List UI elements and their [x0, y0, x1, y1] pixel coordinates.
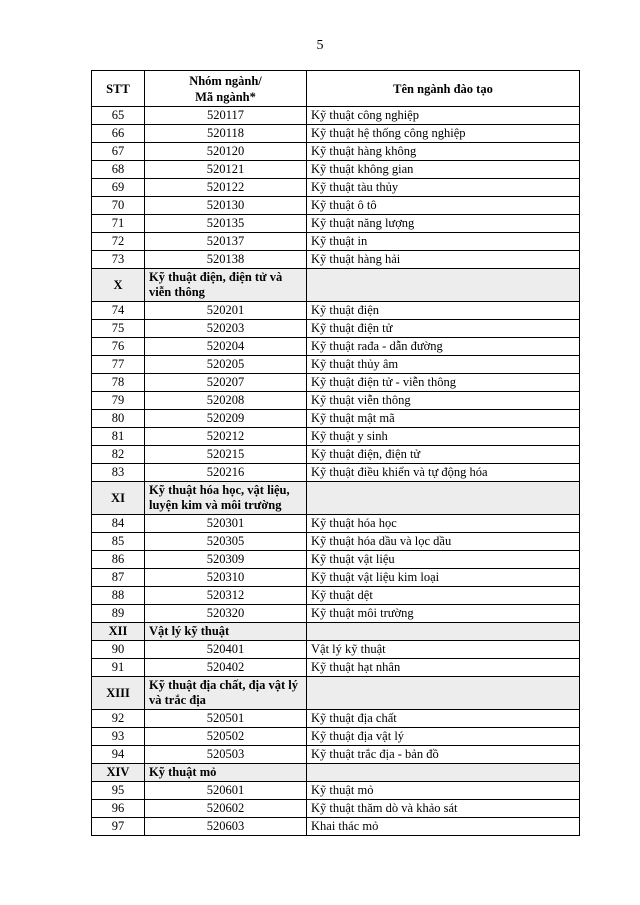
- table-row: [92, 374, 580, 392]
- group-numeral: XIV: [92, 764, 145, 782]
- header-group-code: [145, 71, 307, 107]
- row-major-code: 520205: [145, 356, 307, 374]
- row-major-code: 520402: [145, 659, 307, 677]
- row-major-name: Kỹ thuật vật liệu: [307, 551, 580, 569]
- group-numeral: XIII: [92, 677, 145, 710]
- table-row: [92, 464, 580, 482]
- table-row: [92, 428, 580, 446]
- row-major-code: 520137: [145, 233, 307, 251]
- row-stt: 91: [92, 659, 145, 677]
- row-major-name: Kỹ thuật dệt: [307, 587, 580, 605]
- row-major-name: Kỹ thuật địa chất: [307, 710, 580, 728]
- row-major-name: Kỹ thuật tàu thủy: [307, 179, 580, 197]
- table-row: [92, 728, 580, 746]
- row-major-name: Kỹ thuật rađa - dẫn đường: [307, 338, 580, 356]
- row-stt: 97: [92, 818, 145, 836]
- row-stt: 67: [92, 143, 145, 161]
- row-stt: 81: [92, 428, 145, 446]
- page-number: 5: [316, 38, 324, 53]
- row-major-name: Kỹ thuật hóa học: [307, 515, 580, 533]
- training-major-table: [91, 70, 580, 836]
- row-major-code: 520320: [145, 605, 307, 623]
- row-major-code: 520216: [145, 464, 307, 482]
- row-major-name: Kỹ thuật ô tô: [307, 197, 580, 215]
- row-major-code: 520309: [145, 551, 307, 569]
- row-major-code: 520503: [145, 746, 307, 764]
- row-major-name: Kỹ thuật công nghiệp: [307, 107, 580, 125]
- row-major-code: 520203: [145, 320, 307, 338]
- row-major-code: 520209: [145, 410, 307, 428]
- row-major-name: Khai thác mỏ: [307, 818, 580, 836]
- row-stt: 94: [92, 746, 145, 764]
- group-empty-cell: [307, 623, 580, 641]
- table-row: [92, 107, 580, 125]
- row-stt: 74: [92, 302, 145, 320]
- row-major-code: 520312: [145, 587, 307, 605]
- table-row: [92, 746, 580, 764]
- table-row: [92, 605, 580, 623]
- table-row: [92, 143, 580, 161]
- group-empty-cell: [307, 269, 580, 302]
- row-major-name: Kỹ thuật hàng không: [307, 143, 580, 161]
- row-major-code: 520501: [145, 710, 307, 728]
- row-stt: 66: [92, 125, 145, 143]
- row-major-code: 520117: [145, 107, 307, 125]
- row-major-name: Kỹ thuật trắc địa - bản đồ: [307, 746, 580, 764]
- table-row: [92, 251, 580, 269]
- table-row: [92, 410, 580, 428]
- row-major-name: Kỹ thuật viễn thông: [307, 392, 580, 410]
- row-stt: 90: [92, 641, 145, 659]
- row-major-code: 520301: [145, 515, 307, 533]
- row-major-name: Kỹ thuật điều khiển và tự động hóa: [307, 464, 580, 482]
- table-row: [92, 197, 580, 215]
- row-major-name: Kỹ thuật vật liệu kim loại: [307, 569, 580, 587]
- row-major-code: 520138: [145, 251, 307, 269]
- table-row: [92, 515, 580, 533]
- row-stt: 78: [92, 374, 145, 392]
- group-row: [92, 764, 580, 782]
- row-stt: 88: [92, 587, 145, 605]
- header-stt: STT: [92, 71, 145, 107]
- row-stt: 77: [92, 356, 145, 374]
- row-stt: 86: [92, 551, 145, 569]
- table-row: [92, 179, 580, 197]
- group-row: [92, 269, 580, 302]
- row-major-code: 520602: [145, 800, 307, 818]
- table-row: [92, 818, 580, 836]
- row-major-name: Kỹ thuật mỏ: [307, 782, 580, 800]
- table-row: [92, 641, 580, 659]
- group-numeral: X: [92, 269, 145, 302]
- group-empty-cell: [307, 764, 580, 782]
- row-major-name: Kỹ thuật hóa dầu và lọc dầu: [307, 533, 580, 551]
- group-name: Vật lý kỹ thuật: [145, 623, 307, 641]
- row-major-code: 520121: [145, 161, 307, 179]
- row-stt: 92: [92, 710, 145, 728]
- row-major-code: 520401: [145, 641, 307, 659]
- row-major-code: 520208: [145, 392, 307, 410]
- row-stt: 69: [92, 179, 145, 197]
- table-row: [92, 710, 580, 728]
- row-major-name: Kỹ thuật điện: [307, 302, 580, 320]
- row-stt: 95: [92, 782, 145, 800]
- row-major-name: Vật lý kỹ thuật: [307, 641, 580, 659]
- row-major-code: 520502: [145, 728, 307, 746]
- table-row: [92, 215, 580, 233]
- table-row: [92, 356, 580, 374]
- group-numeral: XI: [92, 482, 145, 515]
- row-major-name: Kỹ thuật in: [307, 233, 580, 251]
- group-empty-cell: [307, 482, 580, 515]
- row-stt: 73: [92, 251, 145, 269]
- row-stt: 75: [92, 320, 145, 338]
- table-row: [92, 569, 580, 587]
- row-stt: 65: [92, 107, 145, 125]
- row-major-code: 520207: [145, 374, 307, 392]
- table-row: [92, 302, 580, 320]
- table-row: [92, 659, 580, 677]
- group-row: [92, 623, 580, 641]
- table-row: [92, 587, 580, 605]
- group-name: Kỹ thuật hóa học, vật liệu, luyện kim và môi trường: [145, 482, 307, 515]
- group-row: [92, 677, 580, 710]
- row-stt: 83: [92, 464, 145, 482]
- row-major-code: 520603: [145, 818, 307, 836]
- table-row: [92, 782, 580, 800]
- row-major-name: Kỹ thuật điện tử: [307, 320, 580, 338]
- header-group-code-line1: Nhóm ngành/: [189, 73, 262, 88]
- group-name: Kỹ thuật địa chất, địa vật lý và trắc địa: [145, 677, 307, 710]
- row-stt: 96: [92, 800, 145, 818]
- row-stt: 68: [92, 161, 145, 179]
- row-major-code: 520122: [145, 179, 307, 197]
- table-body: [92, 107, 580, 836]
- row-major-code: 520120: [145, 143, 307, 161]
- header-major-name: Tên ngành đào tạo: [307, 71, 580, 107]
- table-row: [92, 125, 580, 143]
- group-name: Kỹ thuật điện, điện tử và viễn thông: [145, 269, 307, 302]
- row-stt: 76: [92, 338, 145, 356]
- row-major-name: Kỹ thuật hạt nhân: [307, 659, 580, 677]
- group-empty-cell: [307, 677, 580, 710]
- table-row: [92, 392, 580, 410]
- row-stt: 87: [92, 569, 145, 587]
- table-row: [92, 320, 580, 338]
- row-stt: 93: [92, 728, 145, 746]
- row-major-name: Kỹ thuật môi trường: [307, 605, 580, 623]
- row-stt: 71: [92, 215, 145, 233]
- table-row: [92, 233, 580, 251]
- header-group-code-line2: Mã ngành*: [195, 89, 256, 104]
- row-major-name: Kỹ thuật điện tử - viễn thông: [307, 374, 580, 392]
- row-major-name: Kỹ thuật hàng hải: [307, 251, 580, 269]
- row-stt: 79: [92, 392, 145, 410]
- row-major-name: Kỹ thuật y sinh: [307, 428, 580, 446]
- row-major-name: Kỹ thuật địa vật lý: [307, 728, 580, 746]
- row-stt: 85: [92, 533, 145, 551]
- table-row: [92, 161, 580, 179]
- row-major-code: 520601: [145, 782, 307, 800]
- row-stt: 84: [92, 515, 145, 533]
- row-stt: 80: [92, 410, 145, 428]
- row-major-code: 520135: [145, 215, 307, 233]
- table-row: [92, 533, 580, 551]
- row-major-name: Kỹ thuật thủy âm: [307, 356, 580, 374]
- row-major-name: Kỹ thuật điện, điện tử: [307, 446, 580, 464]
- table-row: [92, 551, 580, 569]
- row-major-name: Kỹ thuật năng lượng: [307, 215, 580, 233]
- row-major-code: 520212: [145, 428, 307, 446]
- table-row: [92, 800, 580, 818]
- row-stt: 70: [92, 197, 145, 215]
- row-major-code: 520130: [145, 197, 307, 215]
- group-row: [92, 482, 580, 515]
- row-major-code: 520118: [145, 125, 307, 143]
- table-header: [92, 71, 580, 107]
- row-major-code: 520204: [145, 338, 307, 356]
- group-numeral: XII: [92, 623, 145, 641]
- table-row: [92, 446, 580, 464]
- row-major-code: 520215: [145, 446, 307, 464]
- row-major-code: 520305: [145, 533, 307, 551]
- row-major-name: Kỹ thuật thăm dò và khảo sát: [307, 800, 580, 818]
- row-stt: 89: [92, 605, 145, 623]
- row-major-code: 520201: [145, 302, 307, 320]
- row-major-name: Kỹ thuật mật mã: [307, 410, 580, 428]
- group-name: Kỹ thuật mỏ: [145, 764, 307, 782]
- row-major-name: Kỹ thuật không gian: [307, 161, 580, 179]
- row-major-name: Kỹ thuật hệ thống công nghiệp: [307, 125, 580, 143]
- row-stt: 82: [92, 446, 145, 464]
- row-stt: 72: [92, 233, 145, 251]
- table-row: [92, 338, 580, 356]
- row-major-code: 520310: [145, 569, 307, 587]
